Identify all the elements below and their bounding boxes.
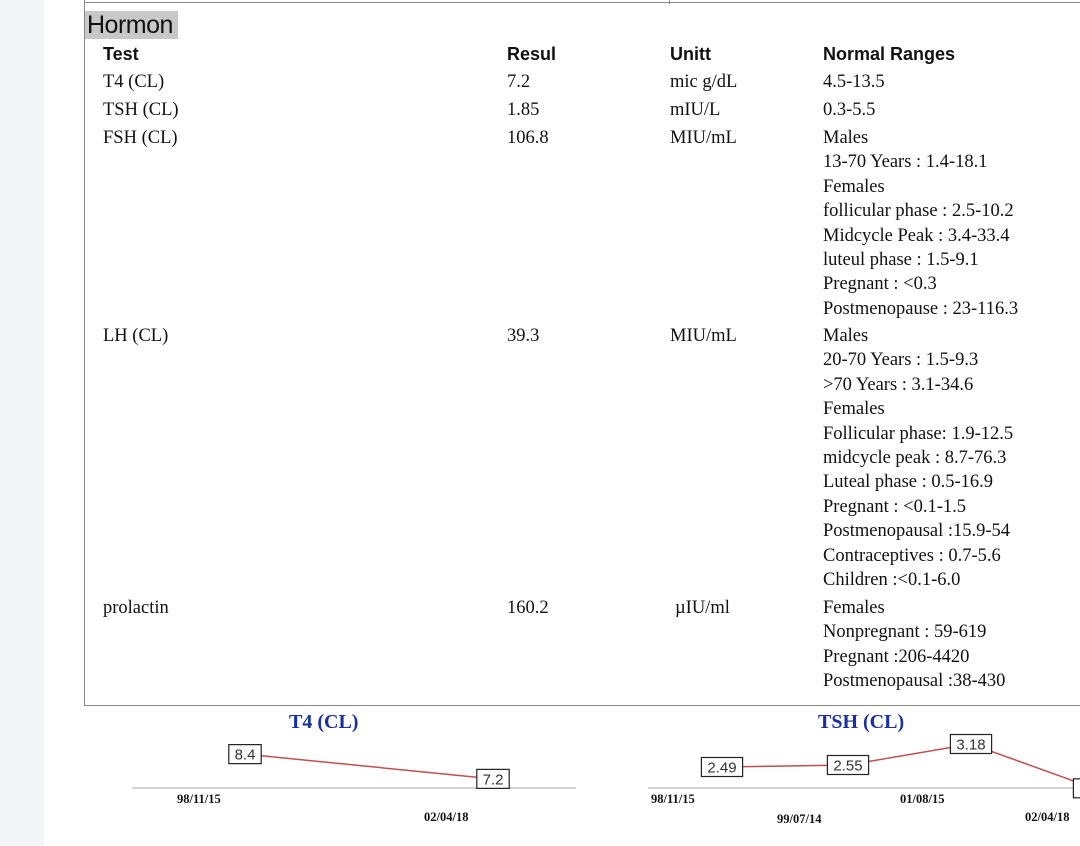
t4-chart-title: T4 (CL) [289, 711, 359, 733]
t4-data-label-text: 8.4 [234, 746, 256, 764]
range-line: Postmenopause : 23-116.3 [823, 298, 1019, 319]
range-line: Contraceptives : 0.7-5.6 [823, 545, 1001, 566]
test-name-prolactin: prolactin [103, 598, 169, 618]
tsh-series-line [722, 744, 1080, 788]
tsh-data-label [950, 735, 991, 754]
range-line: Males [823, 128, 869, 148]
range-line: Children :<0.1-6.0 [823, 570, 961, 591]
range-line: Pregnant : <0.3 [823, 274, 937, 295]
ranges-t4 [823, 70, 885, 94]
test-name-lh: LH (CL) [103, 326, 169, 346]
ranges-lh [823, 324, 1013, 592]
header-result: Resul [507, 44, 557, 64]
range-line: Females [823, 176, 885, 197]
range-line: follicular phase : 2.5-10.2 [823, 201, 1014, 222]
t4-data-label [229, 745, 261, 764]
range-line: Midcycle Peak : 3.4-33.4 [823, 225, 1010, 246]
test-name-fsh: FSH (CL) [103, 128, 178, 148]
tsh-data-label [1073, 779, 1080, 798]
t4-series-line [245, 754, 493, 779]
result-lh: 39.3 [507, 326, 540, 346]
range-line: midcycle peak : 8.7-76.3 [823, 448, 1007, 469]
unit-lh: MIU/mL [670, 326, 737, 346]
unit-tsh: mIU/L [670, 100, 721, 120]
header-test: Test [103, 44, 139, 64]
tsh-data-label [701, 758, 742, 777]
range-line: 0.3-5.5 [823, 100, 876, 120]
test-name-t4: T4 (CL) [103, 72, 165, 92]
result-fsh: 106.8 [507, 128, 549, 148]
tsh-x-label-2: 01/08/15 [900, 792, 945, 806]
result-tsh: 1.85 [507, 100, 540, 120]
header-normal-ranges: Normal Ranges [823, 44, 956, 64]
t4-data-label-text: 7.2 [482, 771, 504, 789]
trend-charts [84, 706, 1080, 846]
section-title: Hormon [85, 11, 178, 39]
header-unit: Unitt [670, 44, 711, 64]
range-line: Luteal phase : 0.5-16.9 [823, 472, 994, 493]
tsh-x-label-0: 98/11/15 [651, 792, 695, 806]
t4-x-label-0: 98/11/15 [177, 792, 221, 806]
range-line: Follicular phase: 1.9-12.5 [823, 423, 1014, 444]
tsh-x-label-1: 99/07/14 [777, 812, 822, 826]
range-line: >70 Years : 3.1-34.6 [823, 374, 974, 395]
result-t4: 7.2 [507, 72, 531, 92]
range-line: Pregnant : <0.1-1.5 [823, 496, 966, 517]
ranges-fsh [823, 126, 1018, 321]
range-line: Pregnant :206-4420 [823, 646, 970, 667]
tsh-data-label-text: 3.18 [956, 736, 986, 754]
tsh-trend-chart [580, 706, 1080, 846]
result-prolactin: 160.2 [507, 598, 549, 618]
unit-fsh: MIU/mL [670, 128, 737, 148]
range-line: 20-70 Years : 1.5-9.3 [823, 350, 979, 371]
tsh-data-label [827, 756, 868, 775]
tsh-chart-title: TSH (CL) [818, 711, 905, 733]
ranges-prolactin [823, 596, 1005, 694]
t4-x-label-1: 02/04/18 [424, 810, 469, 824]
range-line: Males [823, 326, 869, 346]
range-line: Postmenopausal :15.9-54 [823, 521, 1011, 542]
tsh-data-label-text: 2.55 [833, 757, 863, 775]
range-line: 4.5-13.5 [823, 72, 885, 92]
report-page [44, 0, 1080, 846]
range-line: Females [823, 598, 885, 618]
unit-t4: mic g/dL [670, 72, 738, 92]
ranges-tsh [823, 98, 875, 122]
range-line: Postmenopausal :38-430 [823, 671, 1006, 692]
range-line: Females [823, 399, 885, 420]
t4-trend-chart [84, 706, 584, 846]
range-line: Nonpregnant : 59-619 [823, 622, 987, 643]
unit-prolactin: µIU/ml [675, 598, 730, 618]
range-line: 13-70 Years : 1.4-18.1 [823, 152, 988, 173]
range-line: luteul phase : 1.5-9.1 [823, 250, 979, 271]
test-name-tsh: TSH (CL) [103, 100, 179, 120]
viewer-left-margin [0, 0, 44, 846]
t4-data-label [477, 769, 509, 788]
tsh-data-label-text: 2.49 [707, 759, 737, 777]
tsh-x-label-3: 02/04/18 [1025, 810, 1070, 824]
